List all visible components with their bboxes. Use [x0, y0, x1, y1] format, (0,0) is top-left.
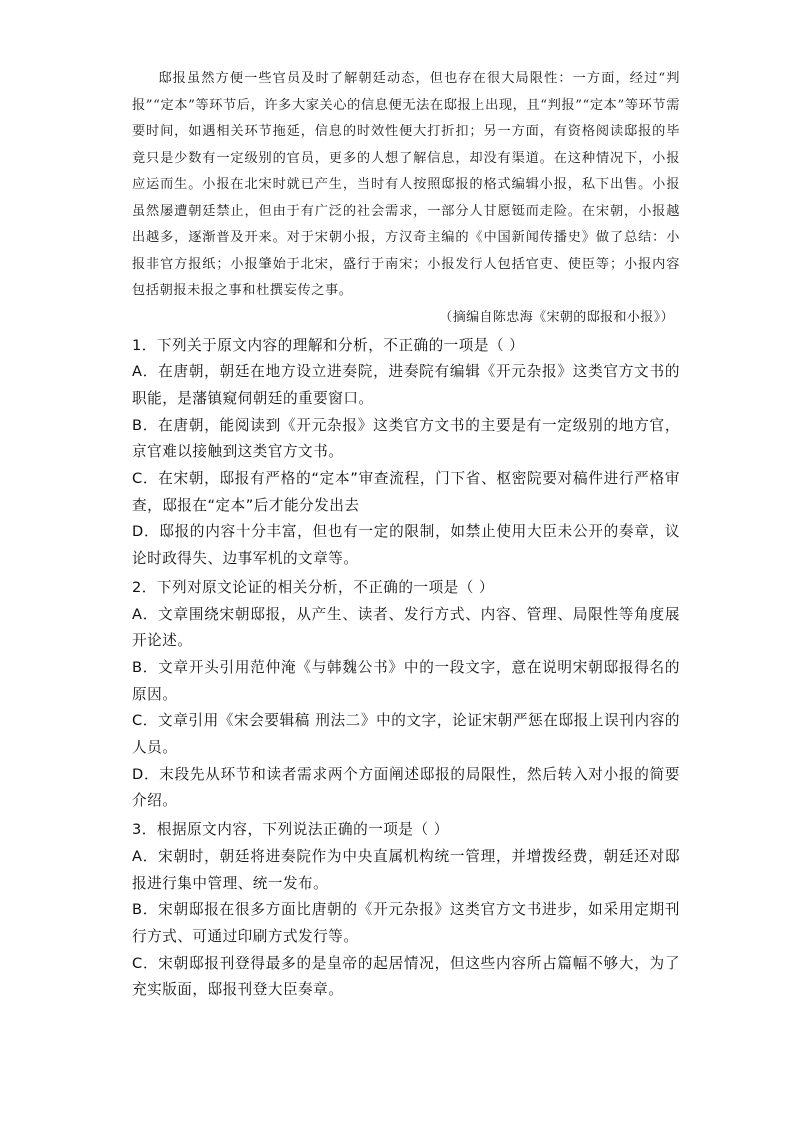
option-c: C．在宋朝，邸报有严格的“定本”审查流程，门下省、枢密院要对稿件进行严格审查，邸报在“定本”后才能分发出去: [132, 470, 680, 514]
option-a: A．在唐朝，朝廷在地方设立进奏院，进奏院有编辑《开元杂报》这类官方文书的职能，是藩镇窥伺朝廷的重要窗口。: [132, 363, 680, 407]
option-b: B．文章开头引用范仲淹《与韩魏公书》中的一段文字，意在说明宋朝邸报得名的原因。: [132, 658, 680, 703]
option-b: B．在唐朝，能阅读到《开元杂报》这类官方文书的主要是有一定级别的地方官，京官难以接触到这类官方文书。: [132, 416, 680, 461]
question-1: [132, 333, 680, 573]
question-3: [132, 817, 680, 1004]
passage-paragraph: 邸报虽然方便一些官员及时了解朝廷动态，但也存在很大局限性：一方面，经过“判报”“定本”等环节后，许多大家关心的信息便无法在邸报上出现，且“判报”“定本”等环节需要时间，如遇相关环节拖延，信息的时效性便大打折扣；另一方面，有资格阅读邸报的毕竟只是少数有一定级别的官员，更多的人想了解信息，却没有渠道。在这种情况下，小报应运而生。小报在北宋时就已产生，当时有人按照邸报的格式编辑小报，私下出售。小报虽然屡遭朝廷禁止，但由于有广泛的社会需求，一部分人甘愿铤而走险。在宋朝，小报越出越多，逐渐普及开来。对于宋朝小报，方汉奇主编的《中国新闻传播史》做了总结：小报非官方报纸；小报肇始于北宋，盛行于南宋；小报发行人包括官吏、使臣等；小报内容包括朝报未报之事和杜撰妄传之事。: [132, 71, 680, 298]
question-stem: 2．下列对原文论证的相关分析，不正确的一项是（ ）: [132, 578, 495, 596]
option-a: A．文章围绕宋朝邸报，从产生、读者、发行方式、内容、管理、局限性等角度展开论述。: [132, 605, 680, 650]
passage-source: （摘编自陈忠海《宋朝的邸报和小报》）: [439, 309, 674, 325]
option-d: D．末段先从环节和读者需求两个方面阐述邸报的局限性，然后转入对小报的简要介绍。: [132, 765, 680, 810]
option-a: A．宋朝时，朝廷将进奏院作为中央直属机构统一管理，并增拨经费，朝廷还对邸报进行集中管理、统一发布。: [132, 847, 680, 892]
question-stem: 3．根据原文内容，下列说法正确的一项是（ ）: [132, 821, 449, 839]
document-page: [132, 66, 680, 1004]
option-c: C．宋朝邸报刊登得最多的是皇帝的起居情况，但这些内容所占篇幅不够大，为了充实版面，邸报刊登大臣奏章。: [132, 954, 680, 999]
option-c: C．文章引用《宋会要辑稿 刑法二》中的文字，论证宋朝严惩在邸报上误刊内容的人员。: [132, 712, 680, 757]
option-b: B．宋朝邸报在很多方面比唐朝的《开元杂报》这类官方文书进步，如采用定期刊行方式、可通过印刷方式发行等。: [132, 901, 680, 945]
question-2: [132, 575, 680, 815]
question-stem: 1．下列关于原文内容的理解和分析，不正确的一项是（ ）: [132, 336, 525, 354]
option-d: D．邸报的内容十分丰富，但也有一定的限制，如禁止使用大臣未公开的奏章，议论时政得失、边事军机的文章等。: [132, 523, 680, 568]
